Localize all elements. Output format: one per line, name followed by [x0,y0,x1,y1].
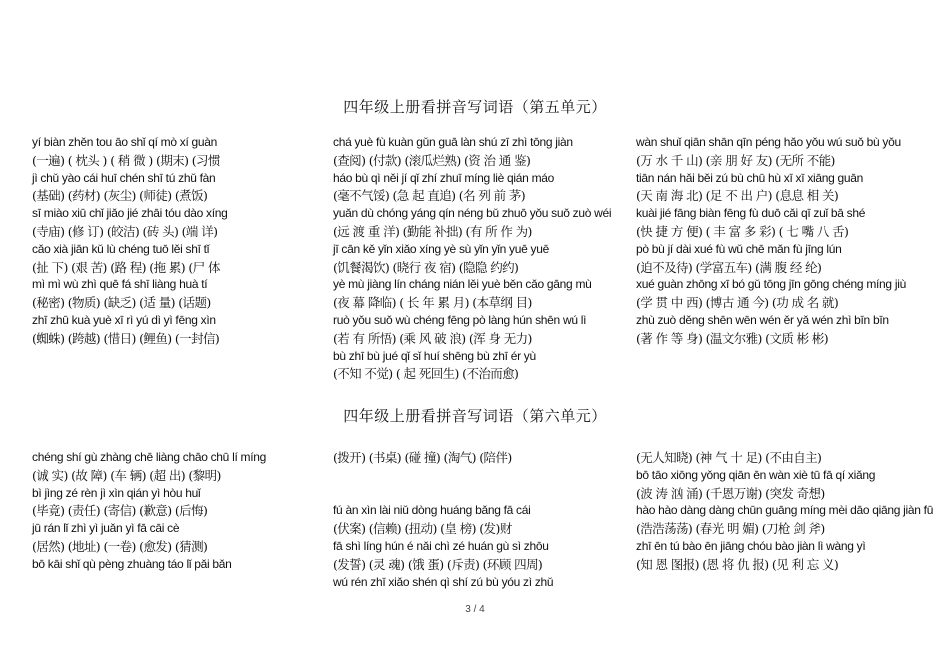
pinyin-line: zhī ēn tú bào ēn jiāng chóu bào jiàn lì wàng yì [636,538,866,553]
hanzi-line: (查阅) (付款) (滚瓜烂熟) (资 治 通 鉴) [333,152,531,168]
pinyin-line: fú àn xìn lài niǔ dòng huáng bǎng fā cái [333,503,531,518]
hanzi-line: (夜 幕 降临) ( 长 年 累 月) (本草纲 目) [333,295,532,311]
pinyin-line [333,485,623,503]
unit5-column-1 [32,134,302,348]
pinyin-line: fā shì líng hún é nǎi chì zé huán gù sì zhōu [333,538,549,553]
hanzi-line: (著 作 等 身) (温文尔雅) (文质 彬 彬) [636,330,829,346]
unit5-column-3 [636,134,936,348]
hanzi-line: (蜘蛛) (跨越) (惜日) (鲤鱼) (一封信) [32,330,220,346]
pinyin-line: yí biàn zhěn tou āo shǐ qí mò xí guàn [32,135,218,149]
hanzi-line: (拨开) (书桌) (碰 撞) (淘气) (陪伴) [333,450,512,465]
page-number: 3 / 4 [465,604,485,615]
pinyin-line: ruò yǒu suǒ wù chéng fēng pò làng hún shēn wú lì [333,312,587,327]
hanzi-line: (天 南 海 北) (足 不 出 户) (息息 相 关) [636,188,839,204]
pinyin-line: yuǎn dù chóng yáng qín néng bǔ zhuō yǒu suǒ zuò wéi [333,206,612,221]
hanzi-line: (一遍) ( 枕头 ) ( 稍 微 ) (期末) (习惯 [32,152,220,168]
hanzi-line: (知 恩 图报) (恩 将 仇 报) (见 利 忘 义) [636,556,839,572]
unit5-title: 四年级上册看拼音写词语（第五单元） [343,98,607,116]
hanzi-line: (远 渡 重 洋) (勤能 补拙) (有 所 作 为) [333,223,532,239]
hanzi-line: (不知 不觉) ( 起 死回生) (不治而愈) [333,366,519,382]
hanzi-line: (波 涛 汹 涌) (千恩万谢) (突发 奇想) [636,485,825,501]
pinyin-line: zhù zuò děng shēn wēn wén ěr yǎ wén zhì bīn bīn [636,312,889,327]
pinyin-line: bō tāo xiōng yǒng qiān ēn wàn xiè tū fā qí xiǎng [636,467,876,482]
hanzi-line: (秘密) (物质) (缺乏) (适 量) (话题) [32,295,211,311]
hanzi-line: (迫不及待) (学富五车) (满 腹 经 纶) [636,259,822,275]
unit6-title: 四年级上册看拼音写词语（第六单元） [343,407,607,425]
hanzi-line: (浩浩荡荡) (春光 明 媚) (刀枪 剑 斧) [636,521,825,537]
hanzi-line: (无人知晓) (神 气 十 足) (不由自主) [636,450,822,465]
hanzi-line: (若 有 所悟) (乘 风 破 浪) (浑 身 无力) [333,330,532,346]
pinyin-line: jì chǔ yào cái huī chén shī tú zhǔ fàn [32,170,216,185]
hanzi-line: (伏案) (信赖) (扭动) (皇 榜) (发)财 [333,521,512,537]
pinyin-line: wàn shuǐ qiān shān qīn péng hǎo yǒu wú suǒ bù yǒu [636,135,901,149]
pinyin-line: jī cān kě yǐn xiǎo xíng yè sù yǐn yǐn yuē yuē [333,241,549,256]
hanzi-line: (万 水 千 山) (亲 朋 好 友) (无所 不能) [636,152,835,168]
pinyin-line: chá yuè fù kuàn gǔn guā làn shú zī zhì tōng jiàn [333,135,573,149]
hanzi-line: (诚 实) (故 障) (车 辆) (超 出) (黎明) [32,467,221,483]
unit6-column-1 [32,449,322,574]
hanzi-line: (扯 下) (艰 苦) (路 程) (拖 累) (尸 体 [32,259,220,275]
pinyin-line [333,467,623,485]
unit6-column-2 [333,449,623,591]
pinyin-line: jū rán lǐ zhì yì juǎn yì fā cāi cè [32,521,180,536]
pinyin-line: tiān nán hǎi běi zú bù chū hù xī xī xiāng guān [636,170,864,185]
hanzi-line: (快 捷 方 便) ( 丰 富 多 彩) ( 七 嘴 八 舌) [636,223,849,239]
pinyin-line: chéng shí gù zhàng chē liàng chāo chū lí míng [32,450,267,464]
hanzi-line: (居然) (地址) (一卷) (愈发) (猜测) [32,538,208,554]
hanzi-line: (学 贯 中 西) (博古 通 今) (功 成 名 就) [636,295,839,311]
pinyin-line: hào hào dàng dàng chūn guāng míng mèi dāo qiāng jiàn fū [636,503,934,518]
hanzi-line: (发誓) (灵 魂) (饿 蛋) (斥责) (环顾 四周) [333,556,543,572]
pinyin-line: kuài jié fāng biàn fēng fù duō cǎi qī zuǐ bā shé [636,206,866,221]
pinyin-line: pò bù jí dài xué fù wǔ chē mǎn fù jīng lún [636,241,842,256]
pinyin-line: cǎo xià jiān kǔ lù chéng tuō lěi shī tǐ [32,241,210,256]
pinyin-line: bì jìng zé rèn jì xìn qián yì hòu huǐ [32,485,201,500]
hanzi-line: (寺庙) (修 订) (皎洁) (砖 头) (端 详) [32,223,218,239]
pinyin-line: háo bù qì něi jí qǐ zhí zhuī míng liè qián máo [333,170,555,185]
pinyin-line: xué guàn zhōng xī bó gǔ tōng jīn gōng chéng míng jiù [636,277,906,292]
pinyin-line: zhī zhū kuà yuè xī rì yú dì yì fēng xìn [32,312,216,327]
pinyin-line: mì mì wù zhì quē fá shī liàng huà tí [32,277,208,292]
unit5-column-2 [333,134,623,383]
pinyin-line: sī miào xiū chǐ jiǎo jié zhāi tóu dào xíng [32,206,228,221]
hanzi-line: (毕竟) (责任) (寄信) (歉意) (后悔) [32,503,208,519]
pinyin-line: yè mù jiàng lín cháng nián lěi yuè běn cǎo gāng mù [333,277,592,292]
hanzi-line: (毫不气馁) (急 起 直追) (名 列 前 茅) [333,188,526,204]
hanzi-line: (基础) (药材) (灰尘) (师徒) (煮饭) [32,188,208,204]
pinyin-line: wú rén zhī xiǎo shén qì shí zú bù yóu zì zhǔ [333,574,554,589]
hanzi-line: (饥餐渴饮) (晓行 夜 宿) (隐隐 约约) [333,259,519,275]
pinyin-line: bù zhī bù jué qǐ sǐ huí shēng bù zhī ér yù [333,348,536,363]
pinyin-line: bō kāi shǐ qù pèng zhuàng táo lǐ pǎi bǎn [32,556,232,571]
unit6-column-3 [636,449,936,574]
